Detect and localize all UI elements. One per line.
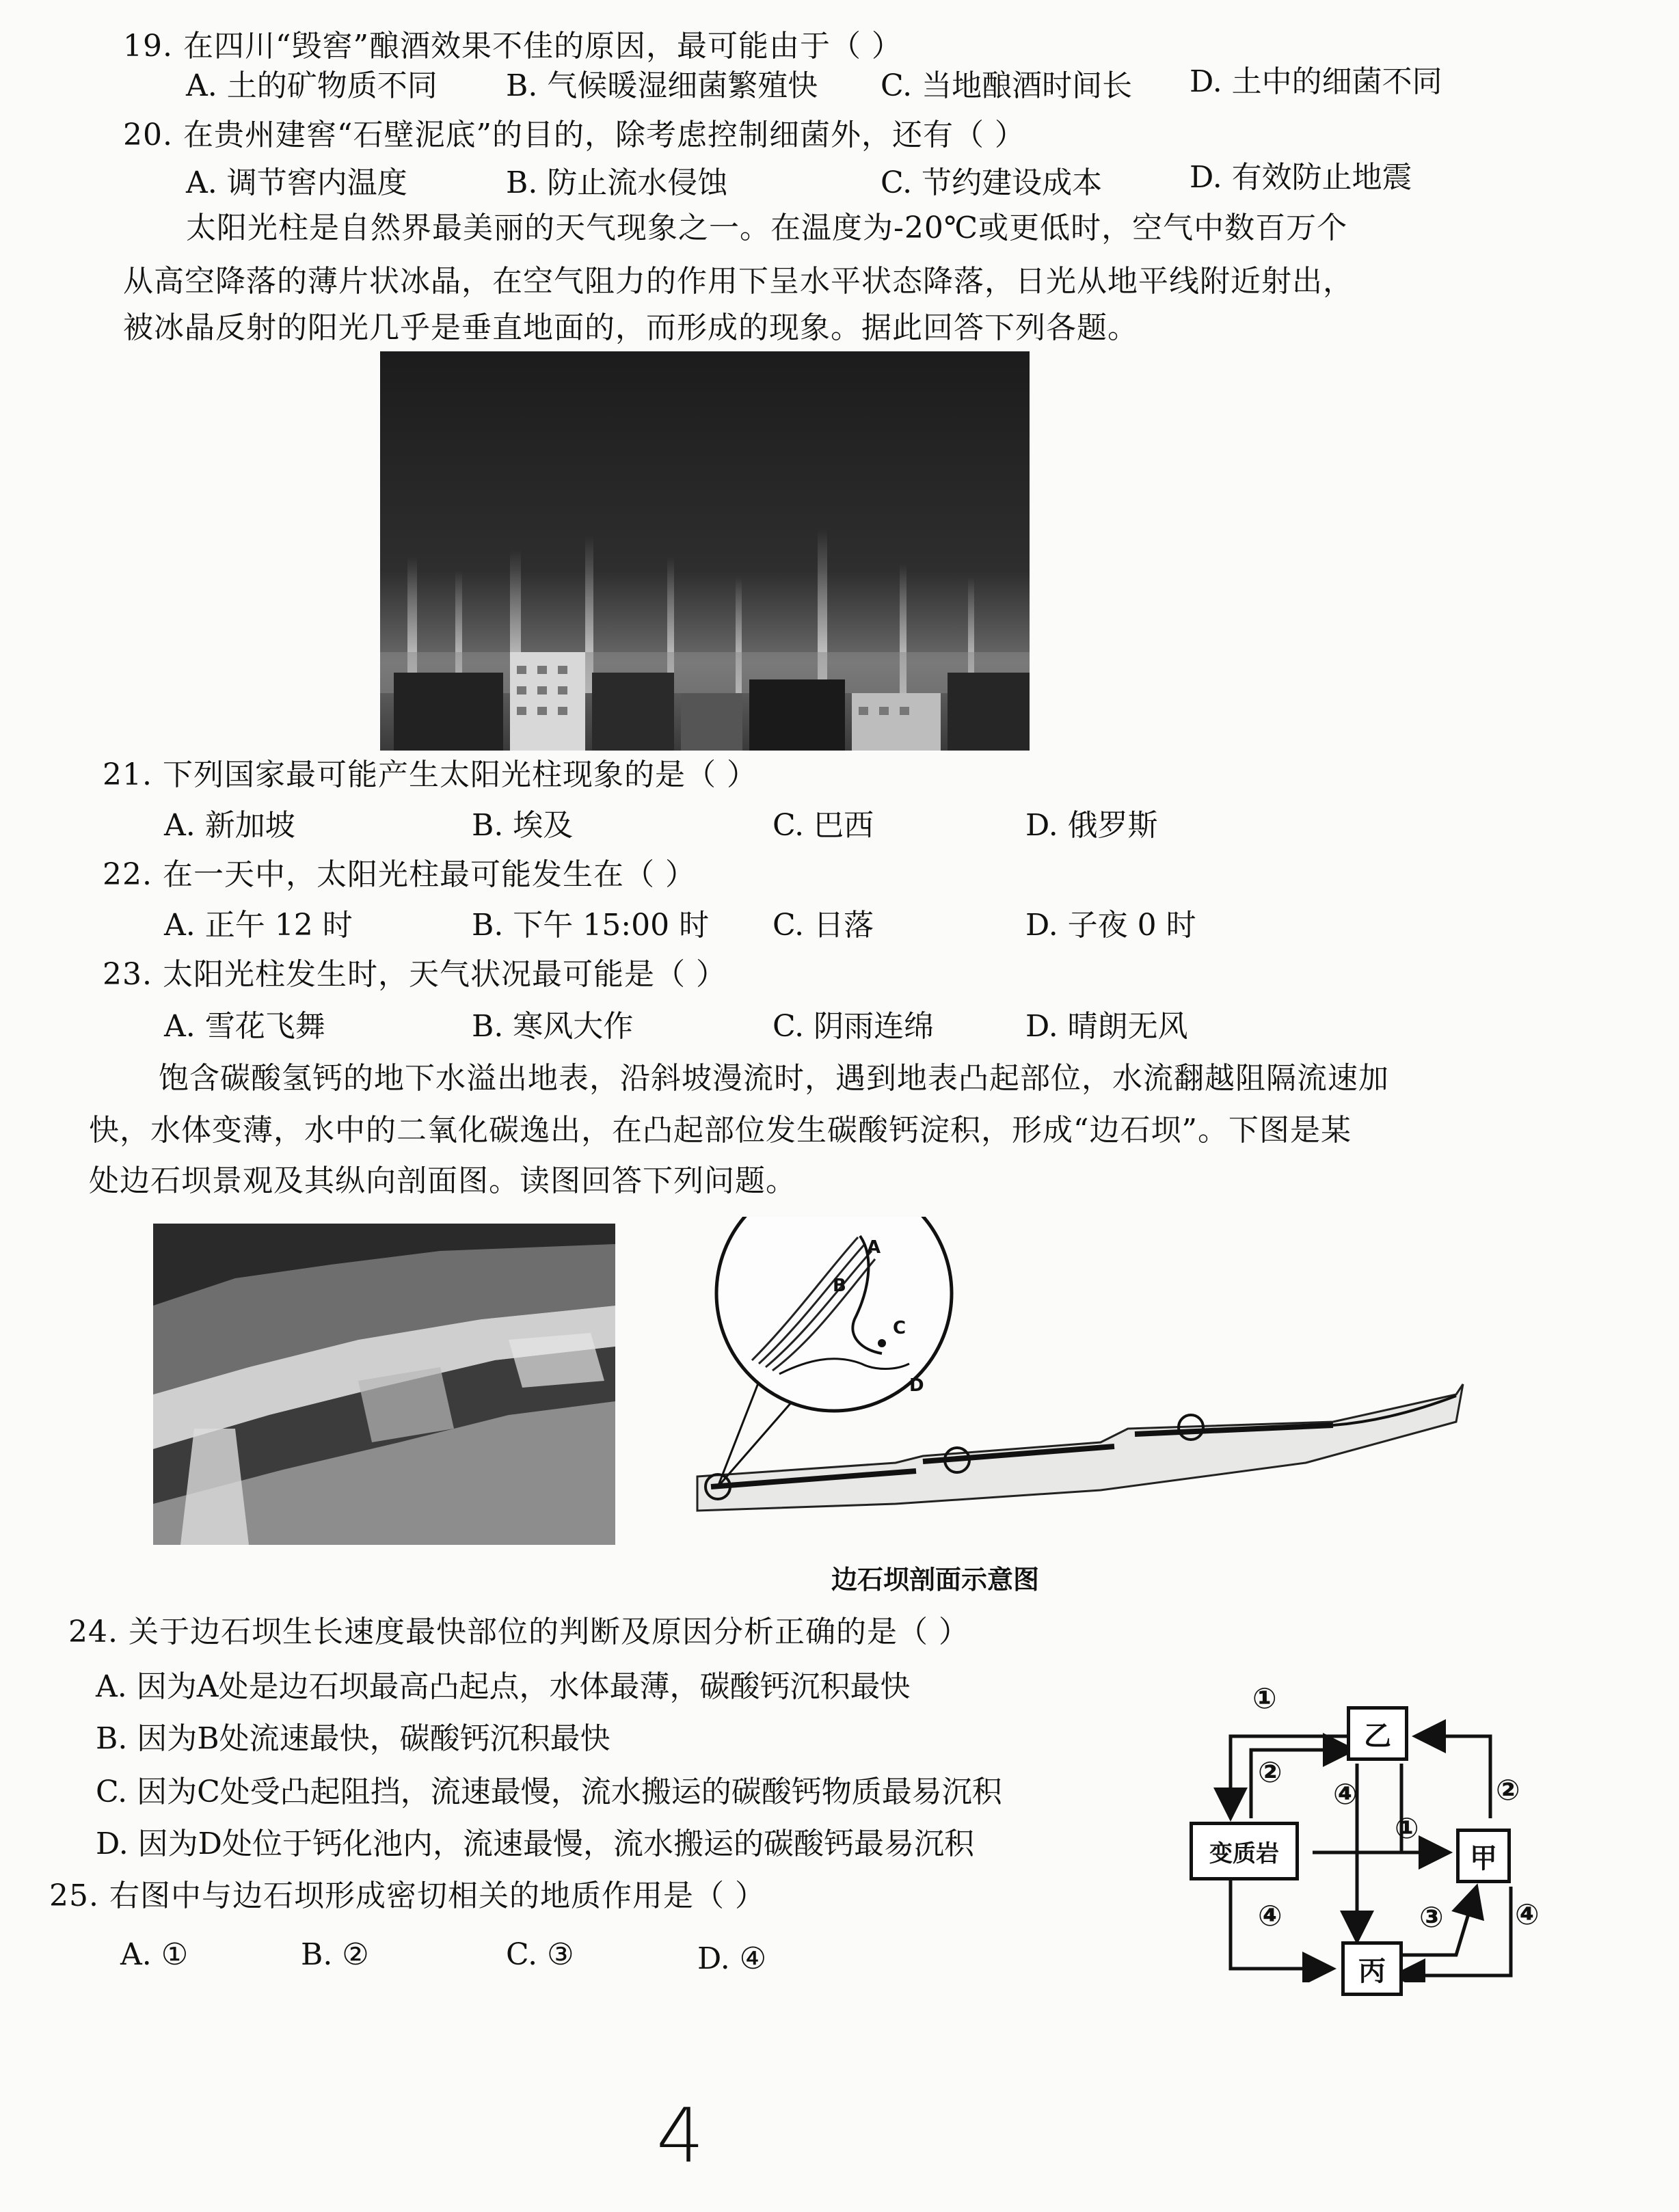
rimstone-profile-diagram (690, 1217, 1477, 1559)
passage2-line1: 饱含碳酸氢钙的地下水溢出地表，沿斜坡漫流时，遇到地表凸起部位，水流翻越阻隔流速加 (159, 1061, 1389, 1096)
q21-option-b: B. 埃及 (472, 808, 574, 843)
marker-4-center: ④ (1333, 1777, 1358, 1811)
rock-cycle-diagram (1190, 1682, 1572, 1987)
passage2-line2: 快，水体变薄，水中的二氧化碳逸出，在凸起部位发生碳酸钙淀积，形成“边石坝”。下图是某 (89, 1113, 1352, 1148)
q25-option-d: D. ④ (697, 1941, 767, 1976)
q24-option-c: C. 因为C处受凸起阻挡，流速最慢，流水搬运的碳酸钙物质最易沉积 (96, 1775, 1002, 1809)
q23-option-c: C. 阴雨连绵 (773, 1009, 935, 1044)
q24-stem: 24. 关于边石坝生长速度最快部位的判断及原因分析正确的是（ ） (68, 1615, 969, 1649)
q21-stem: 21. 下列国家最可能产生太阳光柱现象的是（ ） (103, 757, 757, 792)
q21-option-a: A. 新加坡 (164, 808, 295, 843)
node-jia: 甲 (1456, 1829, 1511, 1883)
q24-option-d: D. 因为D处位于钙化池内，流速最慢，流水搬运的碳酸钙最易沉积 (96, 1826, 974, 1861)
figure-label-b: B (833, 1276, 846, 1296)
q25-stem: 25. 右图中与边石坝形成密切相关的地质作用是（ ） (49, 1878, 766, 1913)
marker-3-bottom: ③ (1419, 1900, 1444, 1934)
passage1-line1: 太阳光柱是自然界最美丽的天气现象之一。在温度为-20℃或更低时，空气中数百万个 (186, 211, 1348, 245)
q23-option-d: D. 晴朗无风 (1025, 1009, 1188, 1044)
q24-option-a: A. 因为A处是边石坝最高凸起点，水体最薄，碳酸钙沉积最快 (96, 1669, 911, 1704)
q20-option-c: C. 节约建设成本 (881, 165, 1103, 200)
q24-option-b: B. 因为B处流速最快，碳酸钙沉积最快 (96, 1721, 610, 1756)
node-bianzhi: 变质岩 (1190, 1822, 1299, 1880)
figure-label-a: A (867, 1237, 881, 1258)
q21-option-c: C. 巴西 (773, 808, 874, 843)
q22-option-d: D. 子夜 0 时 (1025, 908, 1196, 943)
q20-stem: 20. 在贵州建窖“石壁泥底”的目的，除考虑控制细菌外，还有（ ） (123, 118, 1025, 152)
q25-option-c: C. ③ (506, 1937, 574, 1972)
figure-caption: 边石坝剖面示意图 (831, 1565, 1040, 1595)
figure-label-d: D (909, 1375, 924, 1396)
marker-2-right: ② (1496, 1773, 1520, 1807)
node-bing: 丙 (1341, 1941, 1403, 1996)
marker-1-center: ① (1395, 1811, 1419, 1845)
node-yi: 乙 (1347, 1706, 1408, 1761)
q23-option-b: B. 寒风大作 (472, 1009, 634, 1044)
marker-4-bottom-right: ④ (1515, 1898, 1540, 1931)
marker-2-left: ② (1258, 1755, 1282, 1789)
q22-option-c: C. 日落 (773, 908, 874, 943)
passage2-line3: 处边石坝景观及其纵向剖面图。读图回答下列问题。 (89, 1163, 796, 1198)
q22-option-a: A. 正午 12 时 (164, 908, 353, 943)
q22-stem: 22. 在一天中，太阳光柱最可能发生在（ ） (103, 857, 696, 892)
q20-option-a: A. 调节窖内温度 (186, 165, 407, 200)
q25-option-a: A. ① (120, 1937, 189, 1972)
passage1-line2: 从高空降落的薄片状冰晶，在空气阻力的作用下呈水平状态降落，日光从地平线附近射出， (123, 264, 1354, 299)
marker-4-bottom-left: ④ (1258, 1899, 1282, 1932)
rimstone-dam-photo (153, 1224, 615, 1545)
q19-option-d: D. 土中的细菌不同 (1190, 64, 1442, 99)
figure-label-c: C (893, 1318, 906, 1338)
q19-option-b: B. 气候暖湿细菌繁殖快 (506, 68, 818, 103)
q19-option-c: C. 当地酿酒时间长 (881, 68, 1133, 103)
marker-1-top: ① (1252, 1682, 1277, 1715)
q20-option-d: D. 有效防止地震 (1190, 160, 1412, 195)
q25-option-b: B. ② (301, 1937, 369, 1972)
q19-stem: 19. 在四川“毁窖”酿酒效果不佳的原因，最可能由于（ ） (123, 29, 902, 64)
q23-stem: 23. 太阳光柱发生时，天气状况最可能是（ ） (103, 957, 727, 992)
q19-option-a: A. 土的矿物质不同 (186, 68, 438, 103)
q22-option-b: B. 下午 15:00 时 (472, 908, 710, 943)
sun-pillar-photo (380, 351, 1030, 751)
q21-option-d: D. 俄罗斯 (1025, 808, 1158, 843)
q20-option-b: B. 防止流水侵蚀 (506, 165, 728, 200)
page-number: 4 (656, 2092, 704, 2179)
passage1-line3: 被冰晶反射的阳光几乎是垂直地面的，而形成的现象。据此回答下列各题。 (123, 310, 1138, 345)
q23-option-a: A. 雪花飞舞 (164, 1009, 325, 1044)
